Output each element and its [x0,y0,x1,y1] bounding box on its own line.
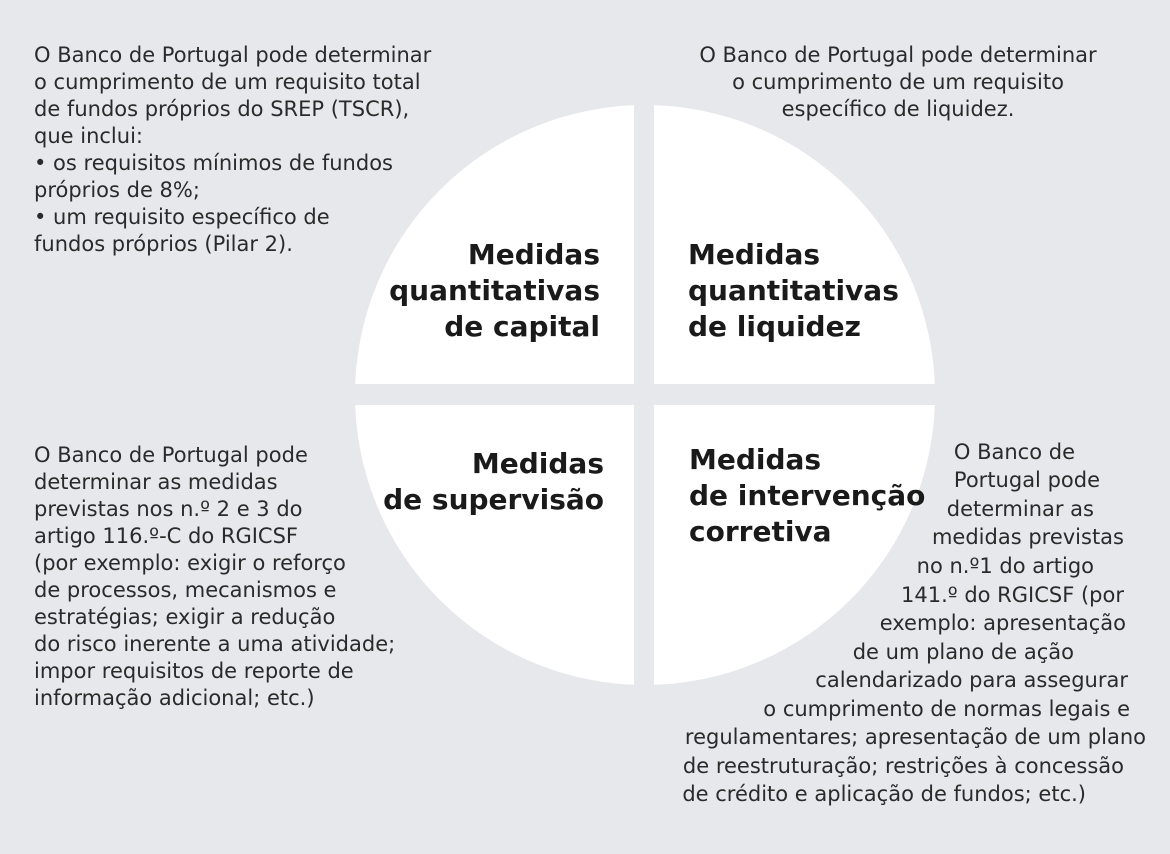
corrective-description-line: O Banco de [953,440,1075,464]
corrective-description-line: de crédito e aplicação de fundos; etc.) [682,782,1086,806]
corrective-measures-title: Medidas de intervenção corretiva [689,443,926,548]
corrective-description-line: o cumprimento de normas legais e [763,697,1130,721]
corrective-description-line: no n.º1 do artigo [916,554,1094,578]
corrective-description-line: determinar as [946,497,1094,521]
supervision-measures-title: Medidas de supervisão [383,447,604,516]
capital-measures-description: O Banco de Portugal pode determinar o cumprimento de um requisito total de fundos próprios do SREP (TSCR), que inclui: • os requisitos mínimos de fundos próprios de 8%; • um requisito específico de fundos próprios (Pilar 2). [34,43,432,256]
corrective-description-line: Portugal pode [953,468,1100,492]
capital-measures-title: Medidas quantitativas de capital [389,238,600,343]
corrective-description-line: regulamentares; apresentação de um plano [684,725,1146,749]
corrective-description-line: exemplo: apresentação [879,611,1126,635]
corrective-description-line: medidas previstas [931,525,1124,549]
corrective-description-line: 141.º do RGICSF (por [901,583,1124,607]
supervision-measures-description: O Banco de Portugal pode determinar as medidas previstas nos n.º 2 e 3 do artigo 116.º-C do RGICSF (por exemplo: exigir o reforço de processos, mecanismos e estratégias; exigir a redução do risco inerente a uma atividade; impor requisitos de reporte de informação adicional; etc.) [34,443,396,710]
liquidity-measures-title: Medidas quantitativas de liquidez [688,238,899,343]
corrective-description-line: de um plano de ação [852,640,1074,664]
corrective-description-line: calendarizado para assegurar [815,668,1128,692]
vertical-divider [634,0,654,854]
corrective-description-line: de reestruturação; restrições à concessão [682,754,1124,778]
horizontal-divider [0,384,1170,405]
liquidity-measures-description: O Banco de Portugal pode determinar o cumprimento de um requisito específico de liquidez. [699,43,1097,121]
